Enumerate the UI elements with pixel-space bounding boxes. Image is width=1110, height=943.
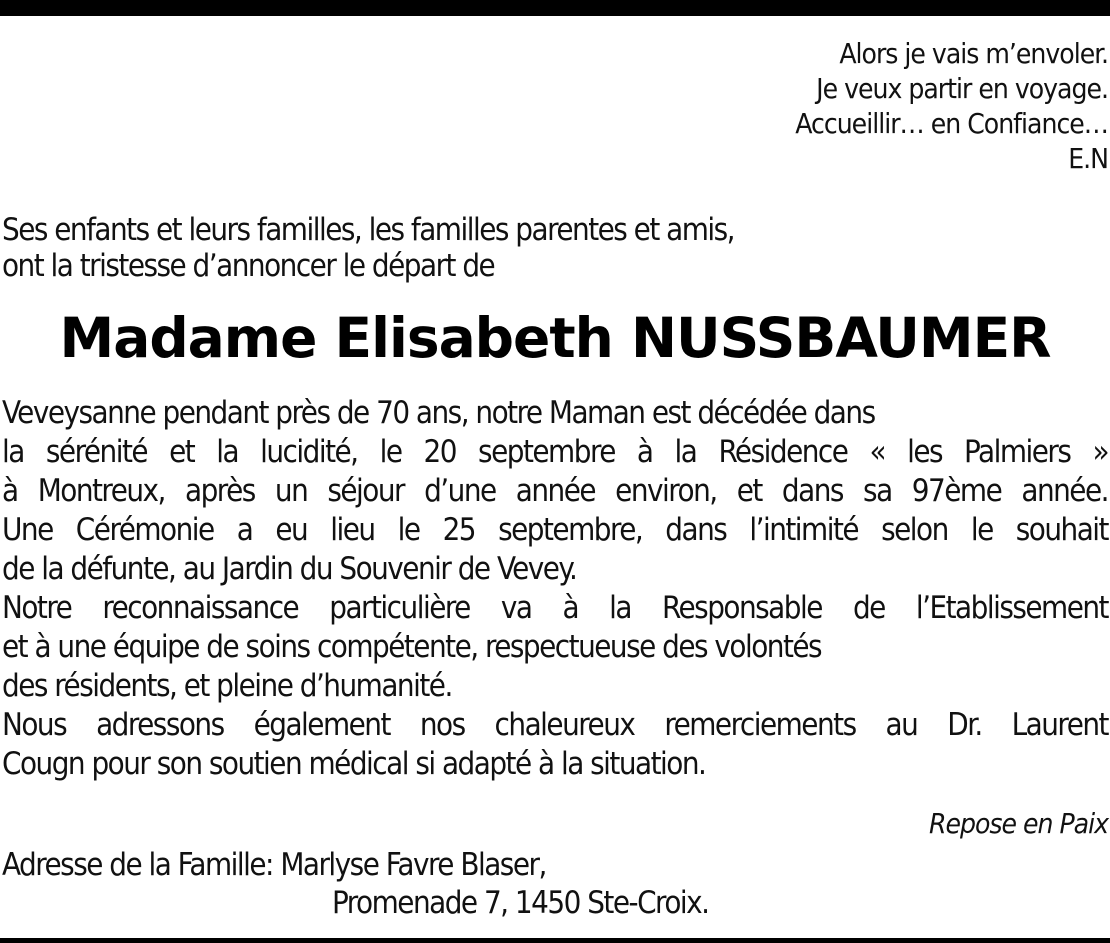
poem-line: Je veux partir en voyage. <box>816 72 1108 105</box>
family-address <box>2 846 709 922</box>
obituary-body <box>2 394 1108 784</box>
poem-line: Alors je vais m’envoler. <box>839 37 1108 70</box>
repose-en-paix-signoff: Repose en Paix <box>928 807 1108 840</box>
bottom-border-rule <box>0 938 1110 943</box>
address-line: Adresse de la Famille: Marlyse Favre Blaser, <box>2 847 546 883</box>
intro-line: ont la tristesse d’annoncer le départ de <box>2 248 495 284</box>
address-line: Promenade 7, 1450 Ste-Croix. <box>332 885 709 921</box>
body-line: Une Cérémonie a eu lieu le 25 septembre, dans l’intimité selon le souhait <box>2 512 1108 548</box>
body-line: Notre reconnaissance particulière va à la Responsable de l’Etablissement <box>2 590 1108 626</box>
poem-author-initials: E.N <box>1068 142 1108 175</box>
body-line: des résidents, et pleine d’humanité. <box>2 668 452 704</box>
body-line: Nous adressons également nos chaleureux remerciements au Dr. Laurent <box>2 707 1108 743</box>
body-line: la sérénité et la lucidité, le 20 septembre à la Résidence « les Palmiers » <box>2 434 1108 470</box>
epigraph-poem <box>795 36 1108 176</box>
deceased-name-heading: Madame Elisabeth NUSSBAUMER <box>59 306 1051 370</box>
body-line: Cougn pour son soutien médical si adapté à la situation. <box>2 746 706 782</box>
top-border-rule <box>0 0 1110 16</box>
announcement-intro <box>2 212 734 284</box>
body-line: à Montreux, après un séjour d’une année environ, et dans sa 97ème année. <box>2 473 1108 509</box>
intro-line: Ses enfants et leurs familles, les familles parentes et amis, <box>2 212 735 248</box>
poem-line: Accueillir… en Confiance… <box>795 107 1108 140</box>
body-line: de la défunte, au Jardin du Souvenir de Vevey. <box>2 551 577 587</box>
body-line: et à une équipe de soins compétente, respectueuse des volontés <box>2 629 822 665</box>
body-line: Veveysanne pendant près de 70 ans, notre Maman est décédée dans <box>2 395 875 431</box>
